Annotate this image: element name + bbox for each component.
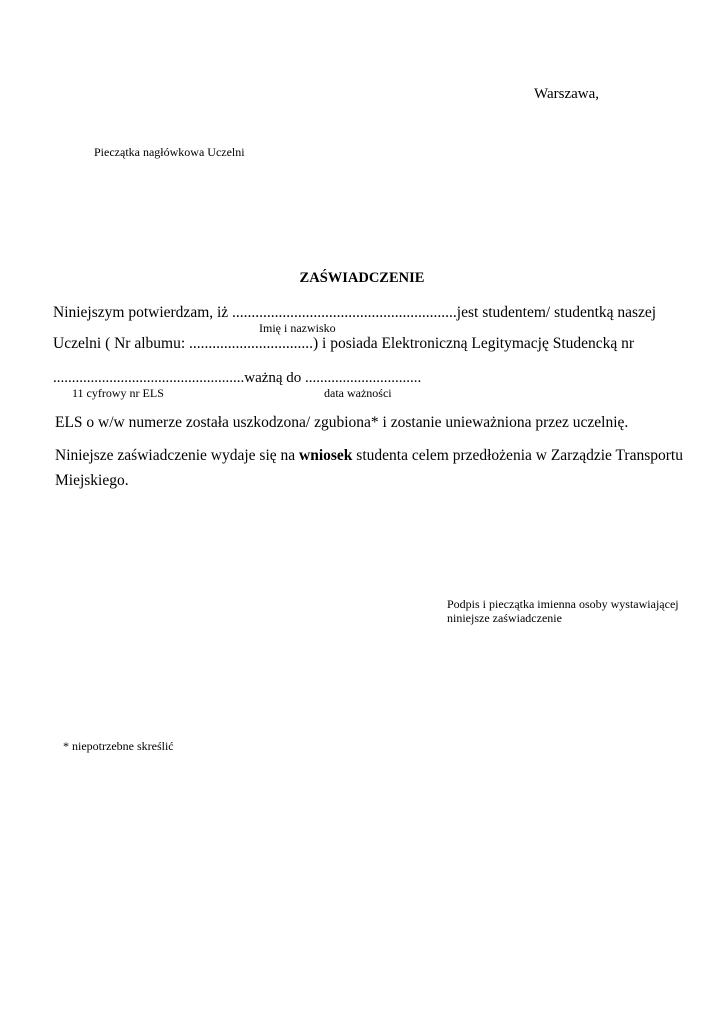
els-number-validity-line: ...................................................ważną do ............................... [53, 370, 422, 386]
caption-els-number: 11 cyfrowy nr ELS [72, 386, 164, 400]
city-date-line: Warszawa, [534, 86, 600, 102]
issuance-paragraph [55, 447, 683, 465]
issuance-paragraph-continued: Miejskiego. [55, 472, 129, 489]
issuance-text-bold: wniosek [299, 447, 353, 464]
confirmation-line-album: Uczelni ( Nr albumu: ................................) i posiada Elektroniczną Legitymację Studencką nr [53, 335, 635, 352]
university-stamp-label: Pieczątka nagłówkowa Uczelni [94, 145, 245, 159]
issuance-text-start: Niniejsze zaświadczenie wydaje się na [55, 447, 300, 464]
signature-caption-line1: Podpis i pieczątka imienna osoby wystawiającej [447, 597, 679, 611]
confirmation-line-student: Niniejszym potwierdzam, iż ..........................................................jest studentem/ studentką naszej [53, 304, 657, 321]
signature-caption-line2: niniejsze zaświadczenie [447, 611, 562, 625]
els-status-paragraph: ELS o w/w numerze została uszkodzona/ zgubiona* i zostanie unieważniona przez uczelnię. [55, 414, 629, 431]
caption-validity-date: data ważności [324, 386, 392, 400]
document-title: ZAŚWIADCZENIE [299, 270, 425, 286]
footnote: * niepotrzebne skreślić [63, 739, 174, 753]
issuance-text-end: studenta celem przedłożenia w Zarządzie Transportu [352, 447, 683, 464]
caption-full-name: Imię i nazwisko [259, 321, 336, 335]
